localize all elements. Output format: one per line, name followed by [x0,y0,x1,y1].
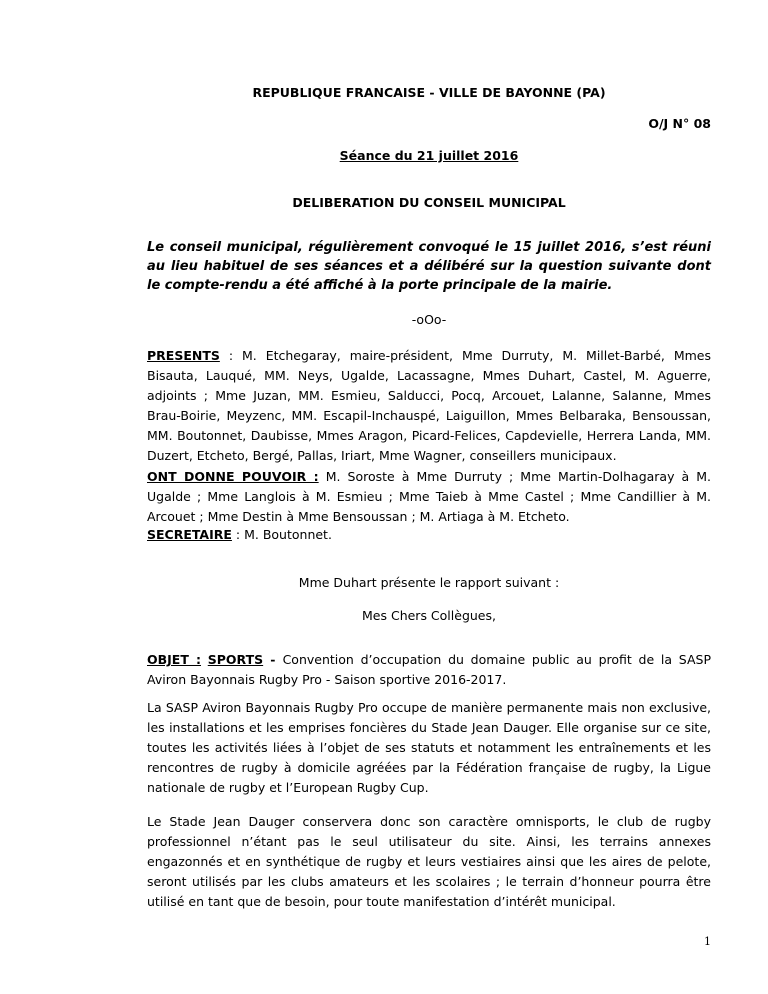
body-paragraph-1: La SASP Aviron Bayonnais Rugby Pro occupe de manière permanente mais non exclusive, les installations et les emprises foncières du Stade Jean Dauger. Elle organise sur ce site, toutes les activités liées à l’objet de ses statuts et notamment les entraînements et les rencontres de rugby à domicile agréées par la Fédération française de rugby, la Ligue nationale de rugby et l’European Rugby Cup. [147,700,711,795]
pouvoir-text: M. Soroste à Mme Durruty ; Mme Martin-Dolhagaray à M. Ugalde ; Mme Langlois à M. Esmieu ; Mme Taieb à Mme Castel ; Mme Candillier à M. Arcouet ; Mme Destin à Mme Bensoussan ; M. Artiaga à M. Etcheto. [147,469,711,524]
salutation-line: Mes Chers Collègues, [362,608,496,623]
secretaire-line [147,526,711,543]
agenda-number: O/J N° 08 [648,116,711,131]
secretaire-text: : M. Boutonnet. [231,527,332,542]
presents-text: : M. Etchegaray, maire-président, Mme Durruty, M. Millet-Barbé, Mmes Bisauta, Lauqué, MM. Neys, Ugalde, Lacassagne, Mmes Duhart, Castel, M. Aguerre, adjoints ; Mme Juzan, MM. Esmieu, Salducci, Pocq, Arcouet, Lalanne, Salanne, Mmes Brau-Boirie, Meyzenc, MM. Escapil-Inchauspé, Laiguillon, Mmes Belbaraka, Bensoussan, MM. Boutonnet, Daubisse, Mmes Aragon, Picard-Felices, Capdevielle, Herrera Landa, MM. Duzert, Etcheto, Bergé, Pallas, Iriart, Mme Wagner, conseillers municipaux. [147,348,711,463]
presents-label: PRESENTS [147,348,220,363]
separator: -oOo- [411,312,447,327]
rapporteur-line: Mme Duhart présente le rapport suivant : [298,575,560,590]
deliberation-title: DELIBERATION DU CONSEIL MUNICIPAL [292,195,566,210]
intro-paragraph: Le conseil municipal, régulièrement convoqué le 15 juillet 2016, s’est réuni au lieu habituel de ses séances et a délibéré sur la question suivante dont le compte-rendu a été affiché à la porte principale de la mairie. [147,240,711,293]
objet-category: SPORTS [207,652,264,667]
objet-paragraph [147,650,711,690]
objet-text: Convention d’occupation du domaine public au profit de la SASP Aviron Bayonnais Rugby Pro - Saison sportive 2016-2017. [147,652,711,687]
pouvoir-label: ONT DONNE POUVOIR : [147,469,319,484]
body-paragraph-2: Le Stade Jean Dauger conservera donc son caractère omnisports, le club de rugby professionnel n’étant pas le seul utilisateur du site. Ainsi, les terrains annexes engazonnés et en synthétique de rugby et leurs vestiaires ainsi que les aires de pelote, seront utilisés par les clubs amateurs et les scolaires ; le terrain d’honneur pourra être utilisé en tant que de besoin, pour toute manifestation d’intérêt municipal. [147,814,711,909]
session-date: Séance du 21 juillet 2016 [339,148,519,163]
objet-dash: - [263,652,283,667]
secretaire-label: SECRETAIRE [147,527,232,542]
page-number: 1 [704,935,711,948]
republic-heading: REPUBLIQUE FRANCAISE - VILLE DE BAYONNE (PA) [252,85,606,100]
objet-label: OBJET : [147,652,201,667]
pouvoir-paragraph [147,467,711,527]
presents-paragraph [147,346,711,466]
